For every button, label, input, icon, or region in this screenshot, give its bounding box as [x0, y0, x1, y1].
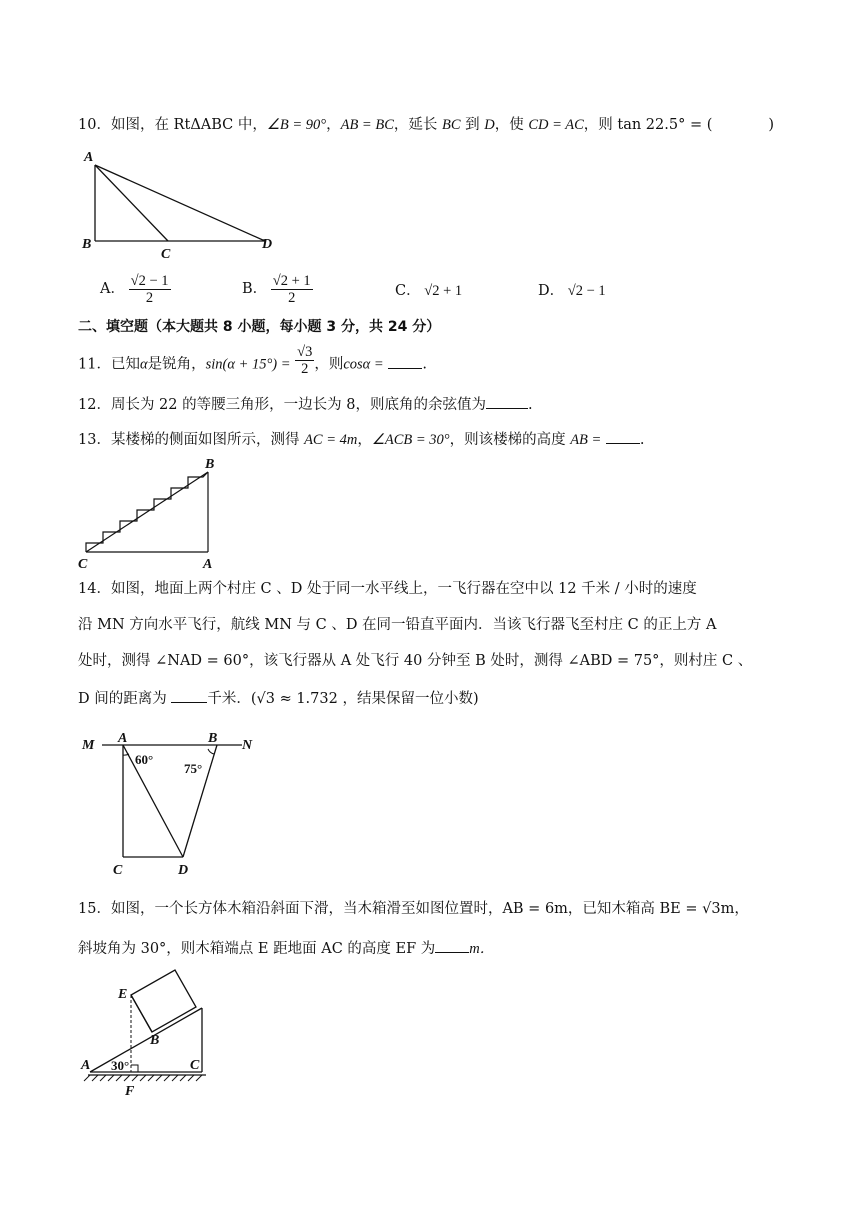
label-e: E	[118, 987, 128, 1002]
label-c: C	[190, 1058, 200, 1073]
angle-75: 75°	[184, 761, 203, 776]
label-b: B	[82, 237, 92, 252]
option-b: B． $\frac{√2 + 1}{2}$	[242, 273, 311, 306]
label-a: A	[81, 1058, 91, 1073]
q14-aircraft-figure	[80, 728, 270, 878]
question-number: 11．	[78, 356, 111, 373]
angle-30: 30°	[111, 1058, 130, 1073]
answer-blank[interactable]	[606, 429, 640, 444]
label-c: C	[113, 863, 123, 878]
answer-blank[interactable]	[171, 688, 207, 703]
label-f: F	[125, 1084, 135, 1099]
q14-line-4: D 间的距离为 千米．(√3 ≈ 1.732 ，结果保留一位小数)	[78, 688, 479, 710]
q12-stem: 12．周长为 22 的等腰三角形，一边长为 8，则底角的余弦值为 .	[78, 394, 533, 416]
q14-line-1: 14．如图，地面上两个村庄 C 、D 处于同一水平线上，一飞行器在空中以 12 千米 / 小时的速度	[78, 581, 697, 597]
label-a: A	[84, 150, 94, 165]
q14-line-3: 处时，测得 ∠NAD = 60°，该飞行器从 A 处飞行 40 分钟至 B 处时，测得 ∠ABD = 75°，则村庄 C 、	[78, 653, 753, 669]
q15-line-1: 15．如图，一个长方体木箱沿斜面下滑，当木箱滑至如图位置时，AB = 6m，已知木箱高 BE = √3m，	[78, 901, 749, 917]
q13-staircase-figure	[78, 456, 228, 571]
q15-slope-box-figure	[78, 968, 228, 1103]
label-b: B	[205, 457, 215, 472]
answer-blank[interactable]	[486, 394, 528, 409]
question-number: 14．	[78, 581, 111, 597]
section-heading: 二、填空题（本大题共 8 小题，每小题 3 分，共 24 分）	[78, 319, 441, 335]
label-m: M	[82, 738, 95, 753]
q10-stem: 10．如图，在 RtΔABC 中，∠B = 90°，AB = BC，延长 BC 到 D，使 CD = AC，则 tan 22.5° = ( )	[78, 117, 775, 133]
q11-stem: 11．已知α是锐角，sin(α + 15°) = $\frac{√3}{2}$ ，则cosα = .	[78, 344, 427, 377]
label-a: A	[203, 557, 213, 572]
answer-blank[interactable]	[388, 354, 422, 369]
label-d: D	[262, 237, 273, 252]
option-c: C． √2 + 1	[395, 283, 463, 299]
answer-blank[interactable]	[435, 938, 469, 953]
label-n: N	[242, 738, 253, 753]
question-number: 13．	[78, 432, 111, 448]
label-d: D	[178, 863, 189, 878]
label-c: C	[78, 557, 88, 572]
q15-line-2: 斜坡角为 30°，则木箱端点 E 距地面 AC 的高度 EF 为 m．	[78, 938, 494, 960]
question-number: 10．	[78, 117, 111, 133]
question-number: 12．	[78, 397, 111, 413]
label-b: B	[150, 1033, 160, 1048]
label-c: C	[161, 247, 171, 262]
label-b: B	[208, 731, 218, 746]
angle-60: 60°	[135, 752, 154, 767]
q14-line-2: 沿 MN 方向水平飞行，航线 MN 与 C 、D 在同一铅直平面内．当该飞行器飞至村庄 C 的正上方 A	[78, 617, 717, 633]
q10-triangle-figure	[80, 145, 280, 265]
q13-stem: 13．某楼梯的侧面如图所示，测得 AC = 4m，∠ACB = 30°，则该楼梯的高度 AB = .	[78, 429, 645, 451]
label-a: A	[118, 731, 128, 746]
question-number: 15．	[78, 901, 111, 917]
option-d: D． √2 − 1	[538, 283, 606, 299]
option-a: A． $\frac{√2 - 1}{2}$	[100, 273, 169, 306]
